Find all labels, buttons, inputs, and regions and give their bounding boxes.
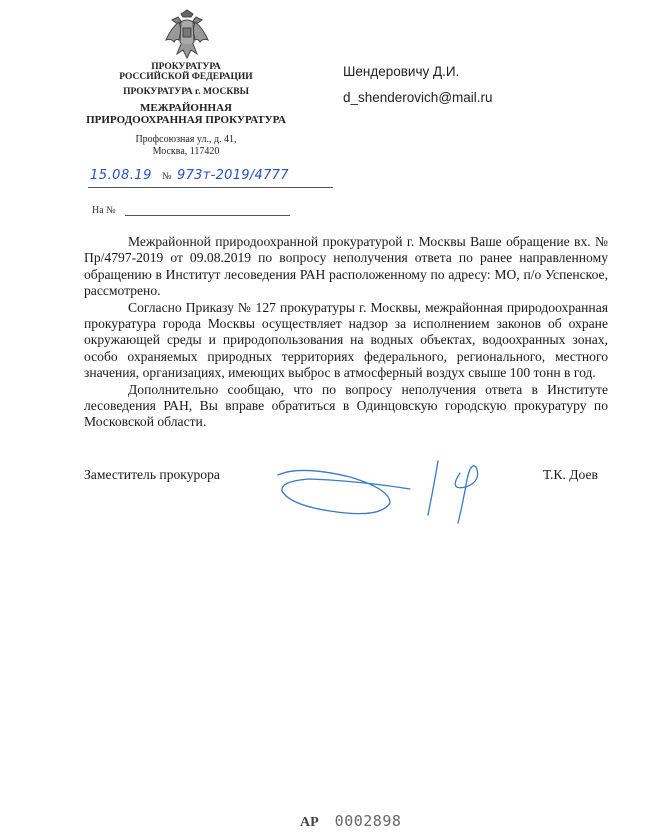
letterhead-line: РОССИЙСКОЙ ФЕДЕРАЦИИ (119, 72, 253, 82)
addressee-email: d_shenderovich@mail.ru (343, 90, 493, 105)
registration-date: 15.08.19 (90, 168, 152, 183)
registration-underline (88, 187, 333, 188)
serial-number: 0002898 (334, 812, 402, 830)
body-paragraph: Согласно Приказу № 127 прокуратуры г. Москвы, межрайонная природоохранная прокуратура города Москвы осуществляет надзор за исполнением законов об охране окружающей среды и природопользования на водных объектах, водоохранных зонах, особо охраняемых природных территориях федерального, регионального, местного значения, организациях, имеющих выброс в атмосферный воздух свыше 100 тонн в год. (84, 299, 608, 381)
letterhead-org: МЕЖРАЙОННАЯ (140, 102, 232, 114)
registration-no-label: № (162, 171, 172, 182)
addressee-name: Шендеровичу Д.И. (343, 64, 460, 79)
reply-to-label: На № (92, 205, 116, 216)
letter-body (84, 234, 608, 431)
body-paragraph: Дополнительно сообщаю, что по вопросу неполучения ответа в Институте лесоведения РАН, Вы вправе обратиться в Одинцовскую городскую прокуратуру по Московской области. (84, 381, 608, 430)
letterhead-address: Профсоюзная ул., д. 41, (135, 134, 237, 145)
registration-number: 973т-2019/4777 (177, 168, 289, 183)
coat-of-arms-icon (163, 8, 211, 62)
body-paragraph: Межрайонной природоохранной прокуратурой г. Москвы Ваше обращение вх. № Пр/4797-2019 от 09.08.2019 по вопросу неполучения ответа по ранее направленному обращению в Институт лесоведения РАН расположенному по адресу: МО, п/о Успенское, рассмотрено. (84, 234, 608, 299)
letterhead-line: ПРОКУРАТУРА г. МОСКВЫ (123, 87, 249, 97)
form-serial (300, 812, 401, 831)
signatory-position: Заместитель прокурора (84, 467, 220, 482)
reply-to-underline (125, 215, 290, 216)
letterhead-org: ПРИРОДООХРАННАЯ ПРОКУРАТУРА (86, 114, 286, 126)
serial-series: АР (300, 815, 319, 830)
letterhead-address: Москва, 117420 (152, 146, 220, 157)
registration-line (88, 170, 333, 188)
signatory-name: Т.К. Доев (543, 467, 598, 482)
letterhead-line: ПРОКУРАТУРА (151, 62, 221, 72)
handwritten-signature (270, 455, 510, 525)
